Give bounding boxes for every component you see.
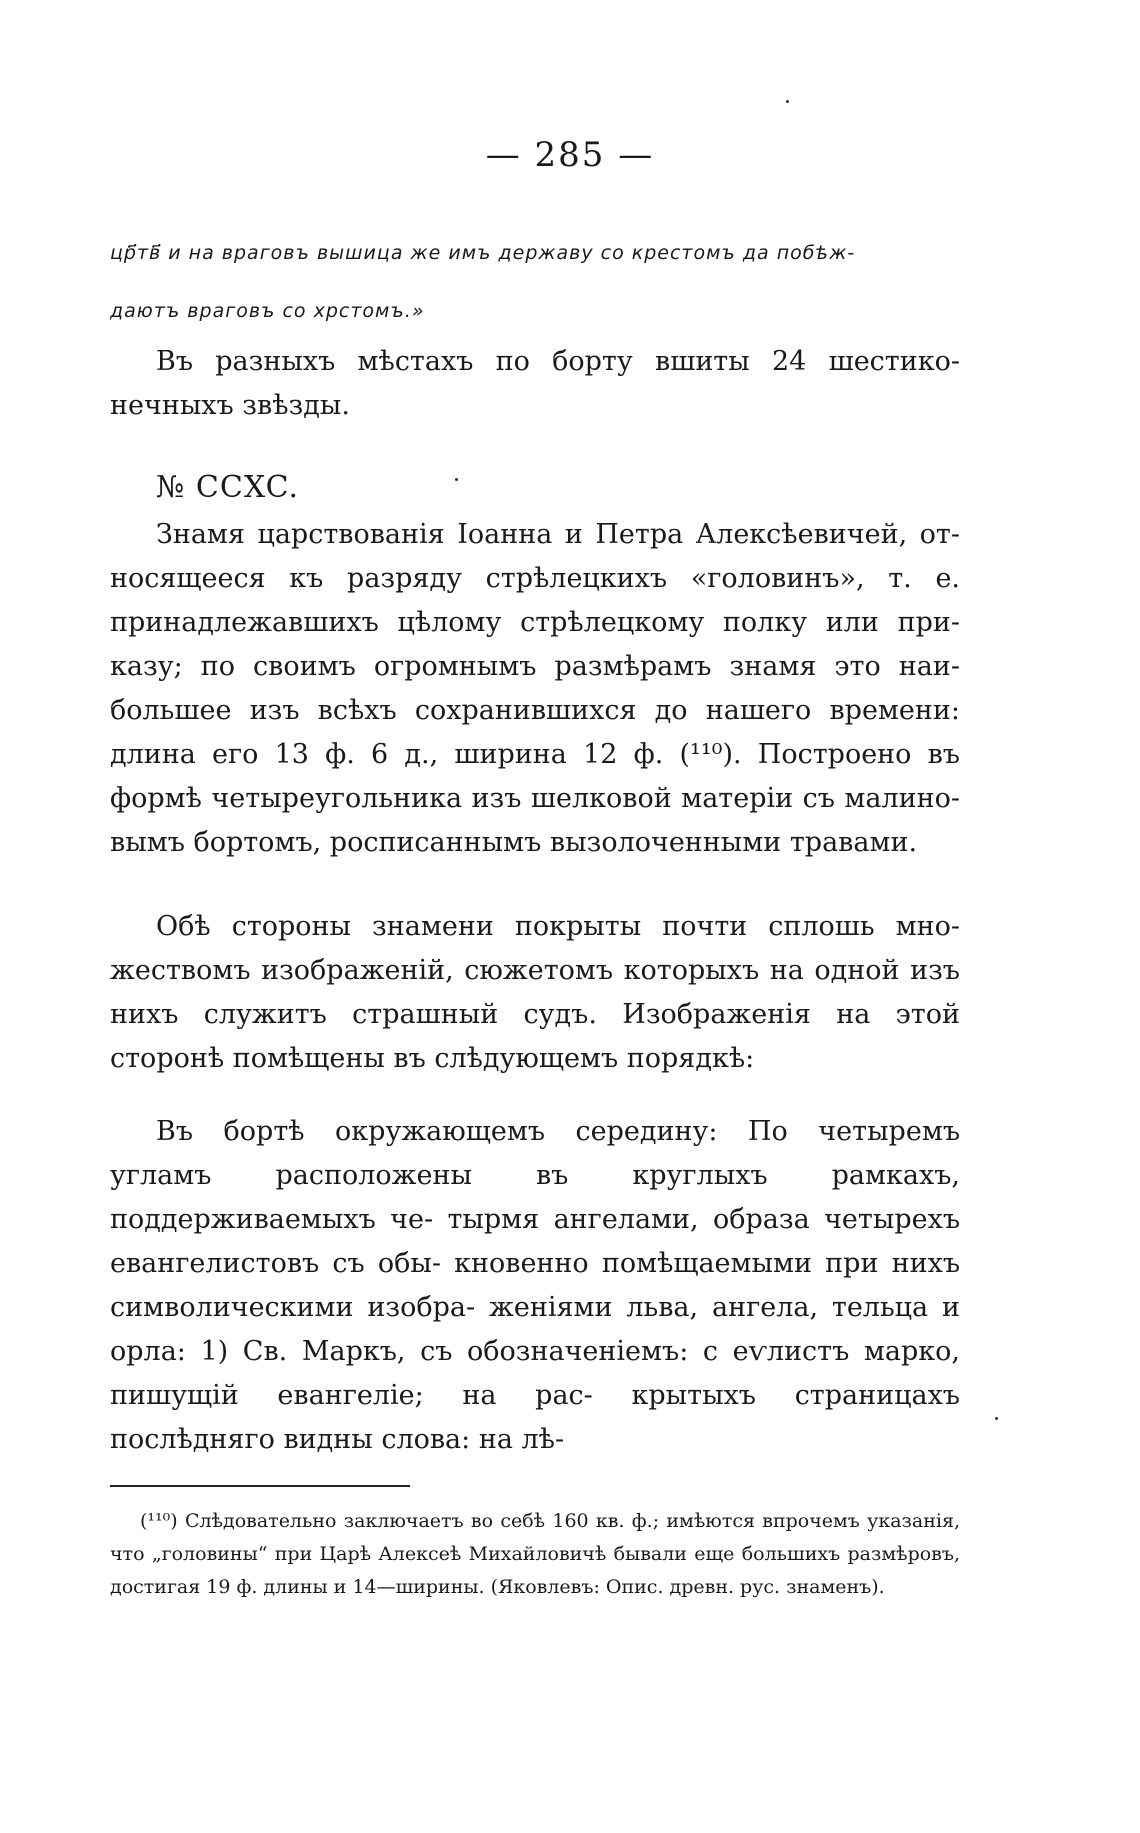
paragraph-stars: Въ разныхъ мѣстахъ по борту вшиты 24 шестико- нечныхъ звѣзды. [110,346,960,421]
footnote-block [110,1505,960,1604]
footnote-separator [110,1485,410,1487]
print-speck [455,478,458,481]
section-heading: № CCXC. [156,470,300,505]
paragraph-border: Въ бортѣ окружающемъ середину: По четыремъ угламъ расположены въ круглыхъ рамкахъ, поддерживаемыхъ че- тырмя ангелами, образа четырехъ евангелистовъ съ обы- кновенно помѣщаемыми при нихъ символическими изобра- женіями льва, ангела, тельца и орла: 1) Св. Маркъ, съ обозначеніемъ: с еѵлистъ марко, пишущій евангеліе; на рас- крытыхъ страницахъ послѣдняго видны слова: на лѣ- [110,1116,960,1455]
print-speck [786,100,789,103]
paragraph-stars-block [110,340,960,428]
paragraph-banner-block [110,513,960,865]
paragraph-border-block [110,1110,960,1462]
page-number: — 285 — [485,135,655,175]
paragraph-sides-block [110,905,960,1081]
paragraph-banner: Знамя царствованія Іоанна и Петра Алексѣевичей, от- носящееся къ разряду стрѣлецкихъ «головинъ», т. е. принадлежавшихъ цѣлому стрѣлецкому полку или при- казу; по своимъ огромнымъ размѣрамъ знамя это наи- большее изъ всѣхъ сохранившихся до нашего времени: длина его 13 ф. 6 д., ширина 12 ф. (¹¹⁰). Построено въ формѣ четыреугольника изъ шелковой матеріи съ малино- вымъ бортомъ, росписаннымъ вызолоченными травами. [110,519,960,858]
church-slavonic-line-2: даютъ враговъ со хрстомъ.» [110,300,425,322]
footnote-text: (¹¹⁰) Слѣдовательно заключаетъ во себѣ 160 кв. ф.; имѣются впрочемъ указанія, что „головины“ при Царѣ Алексеѣ Михайловичѣ бывали еще большихъ размѣровъ, достигая 19 ф. длины и 14—ширины. (Яковлевъ: Опис. древн. рус. знаменъ). [110,1510,960,1598]
paragraph-sides: Обѣ стороны знамени покрыты почти сплошь мно- жествомъ изображеній, сюжетомъ которыхъ на одной изъ нихъ служитъ страшный судъ. Изображенія на этой сторонѣ помѣщены въ слѣдующемъ порядкѣ: [110,911,960,1074]
church-slavonic-line-1: цр҃тв҃ и на враговъ вышица же имъ державу со крестомъ да побѣж- [110,242,856,264]
print-speck [995,1417,998,1420]
